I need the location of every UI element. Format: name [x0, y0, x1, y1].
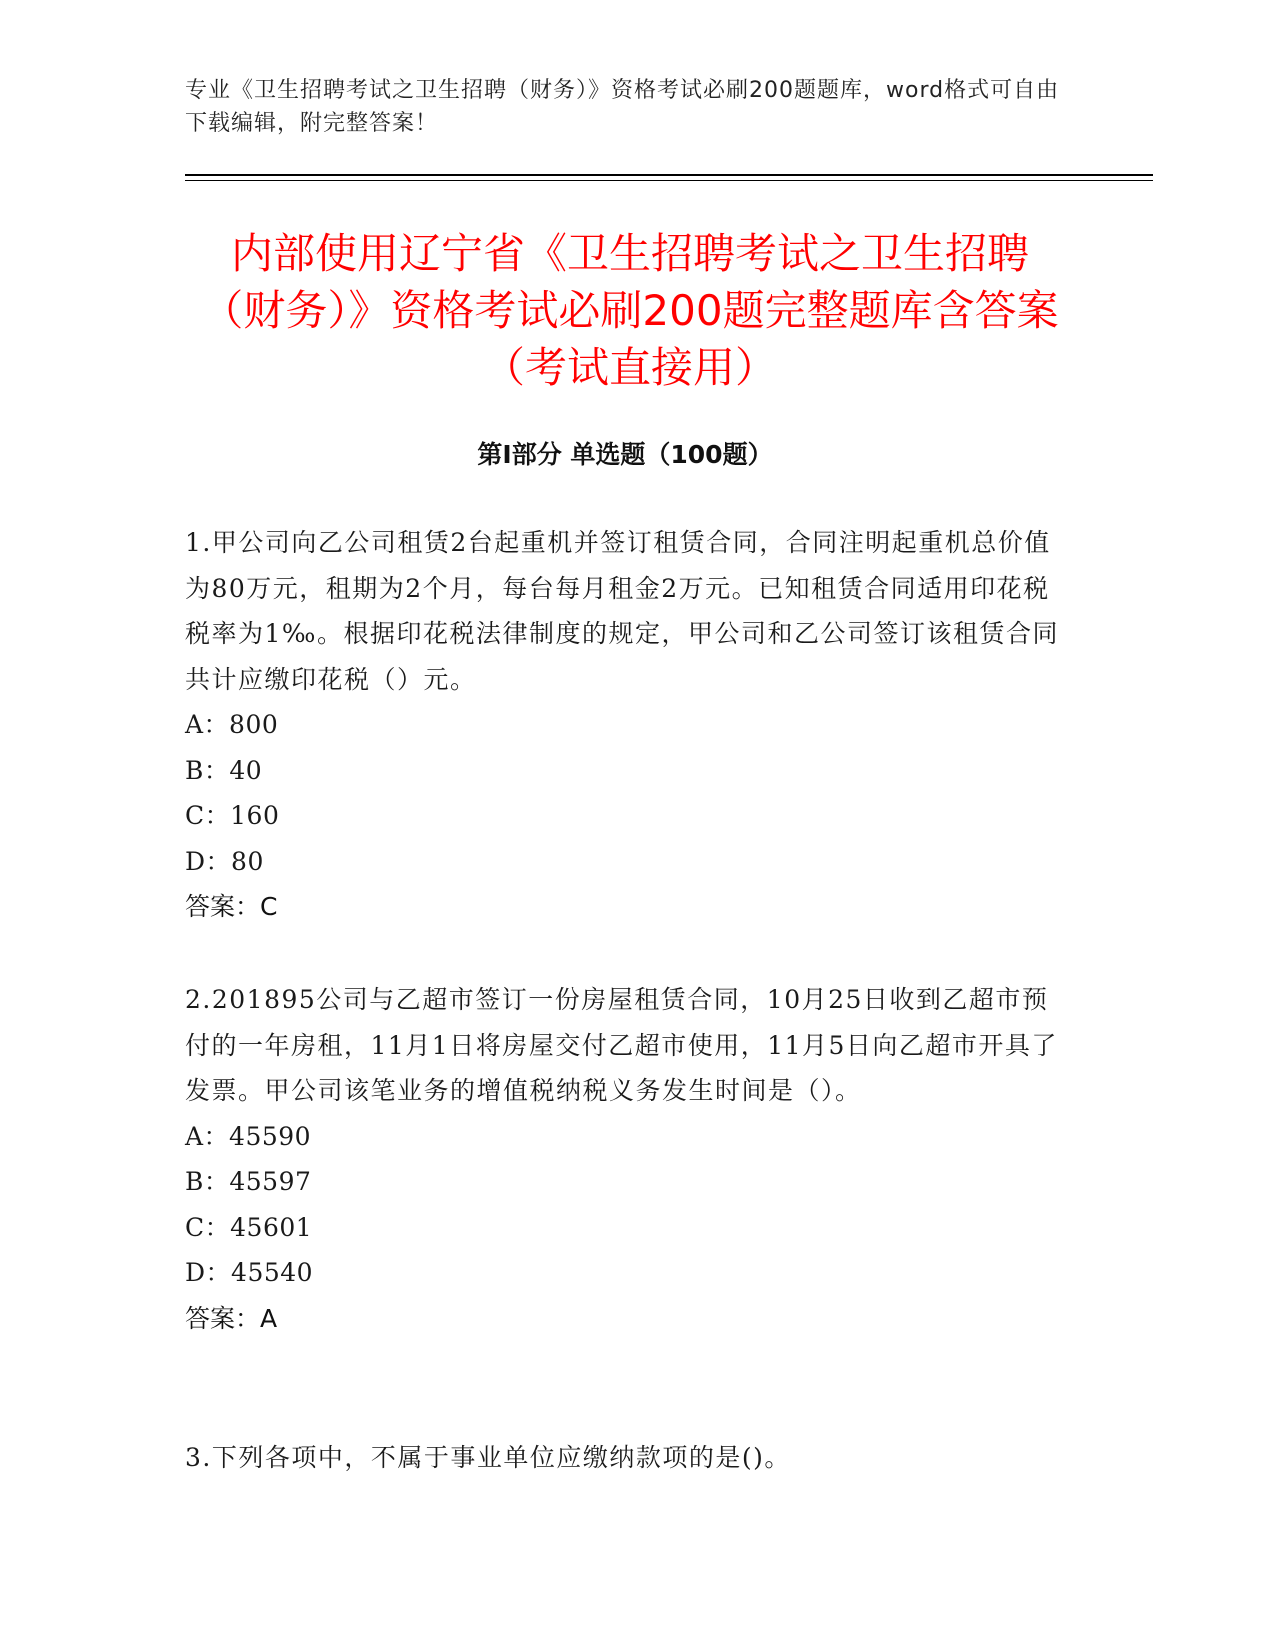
option-a: A：800 [185, 710, 279, 739]
option-d: D：45540 [185, 1258, 314, 1287]
question-stem: 2.201895公司与乙超市签订一份房屋租赁合同，10月25日收到乙超市预付的一年房租，11月1日将房屋交付乙超市使用，11月5日向乙超市开具了发票。甲公司该笔业务的增值税纳税义务发生时间是（）。 [185, 985, 1058, 1105]
answer-line: 答案：C [185, 892, 278, 921]
question-2 [185, 977, 1065, 1341]
option-d: D：80 [185, 846, 264, 876]
header-note: 专业《卫生招聘考试之卫生招聘（财务）》资格考试必刷200题题库，word格式可自由下载编辑，附完整答案！ [185, 78, 1060, 136]
question-3 [185, 1435, 1065, 1481]
header-divider-thick [185, 174, 1153, 176]
question-stem: 3.下列各项中，不属于事业单位应缴纳款项的是()。 [185, 1443, 791, 1472]
option-c: C：160 [185, 801, 280, 830]
section-title: 第Ⅰ部分 单选题（100题） [477, 440, 773, 469]
option-b: B：40 [185, 755, 263, 785]
answer-line: 答案：A [185, 1303, 278, 1333]
option-b: B：45597 [185, 1167, 312, 1196]
document-title: 内部使用辽宁省《卫生招聘考试之卫生招聘（财务）》资格考试必刷200题完整题库含答案（考试直接用） [201, 229, 1059, 392]
option-a: A：45590 [185, 1121, 312, 1151]
header-divider-thin [185, 180, 1153, 181]
question-1 [185, 520, 1065, 930]
question-stem: 1.甲公司向乙公司租赁2台起重机并签订租赁合同，合同注明起重机总价值为80万元，租期为2个月，每台每月租金2万元。已知租赁合同适用印花税税率为1‰。根据印花税法律制度的规定，甲公司和乙公司签订该租赁合同共计应缴印花税（）元。 [185, 528, 1059, 694]
option-c: C：45601 [185, 1212, 313, 1242]
